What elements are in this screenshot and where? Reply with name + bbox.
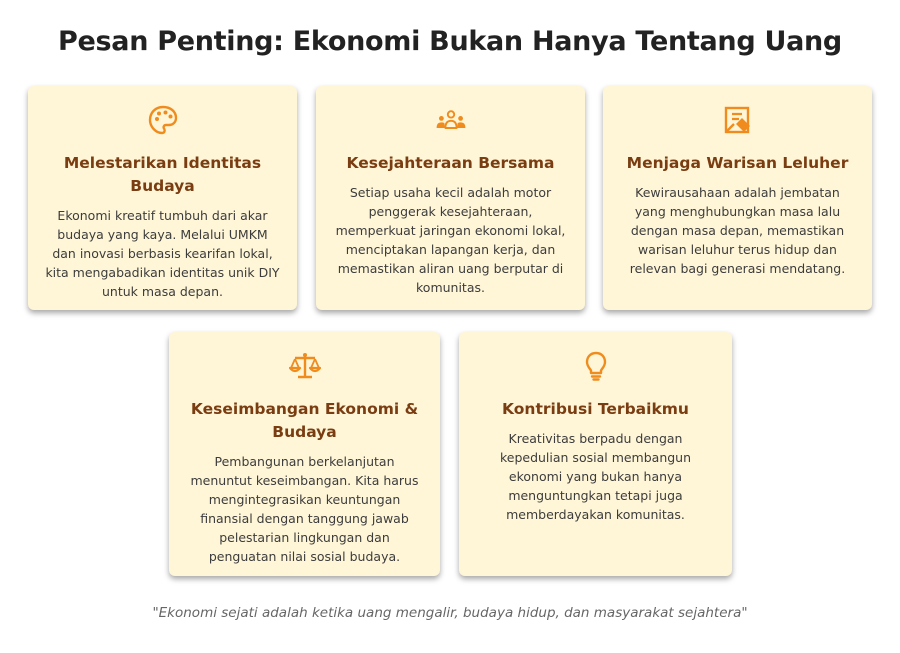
card-menjaga-warisan: [603, 86, 872, 310]
palette-icon: [147, 104, 179, 136]
card-title: Kontribusi Terbaikmu: [502, 400, 689, 418]
card-kontribusi: [459, 332, 732, 576]
lightbulb-icon: [580, 350, 612, 382]
card-text: Ekonomi kreatif tumbuh dari akar budaya yang kaya. Melalui UMKM dan inovasi berbasis kearifan lokal, kita mengabadikan identitas unik DIY untuk masa depan.: [45, 208, 280, 299]
card-title: Keseimbangan Ekonomi & Budaya: [190, 400, 419, 441]
card-title: Kesejahteraan Bersama: [346, 154, 555, 172]
card-text: Pembangunan berkelanjutan menuntut keseimbangan. Kita harus mengintegrasikan keuntungan finansial dengan tanggung jawab pelestarian lingkungan dan penguatan nilai sosial budaya.: [190, 454, 419, 564]
page-title: Pesan Penting: Ekonomi Bukan Hanya Tentang Uang: [58, 26, 842, 57]
closing-quote: "Ekonomi sejati adalah ketika uang mengalir, budaya hidup, dan masyarakat sejahtera": [152, 605, 748, 621]
card-title: Melestarikan Identitas Budaya: [63, 154, 262, 195]
people-group-icon: [435, 104, 467, 136]
card-title: Menjaga Warisan Leluher: [626, 154, 849, 172]
scroll-heritage-icon: [722, 104, 754, 136]
card-melestarikan-identitas: [28, 86, 297, 310]
balance-scale-icon: [289, 350, 321, 382]
card-text: Setiap usaha kecil adalah motor penggerak kesejahteraan, memperkuat jaringan ekonomi lokal, menciptakan lapangan kerja, dan memastikan aliran uang berputar di komunitas.: [335, 185, 566, 295]
card-kesejahteraan-bersama: [316, 86, 585, 310]
card-text: Kreativitas berpadu dengan kepedulian sosial membangun ekonomi yang bukan hanya menguntungkan tetapi juga memberdayakan komunitas.: [499, 431, 692, 522]
card-text: Kewirausahaan adalah jembatan yang menghubungkan masa lalu dengan masa depan, memastikan warisan leluhur terus hidup dan relevan bagi generasi mendatang.: [629, 185, 846, 276]
card-keseimbangan: [169, 332, 440, 576]
